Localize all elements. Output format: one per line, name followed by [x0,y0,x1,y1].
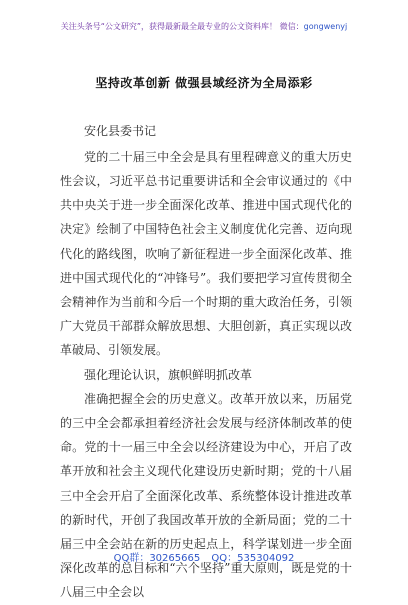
header-promo-text: 关注头条号“公文研究”，获得最新最全最专业的公文资料库！ 微信： [60,22,304,31]
footer-qq-group: QQ群：30265665 [113,553,201,564]
page-header [0,22,408,32]
section-heading: 强化理论认识，旗帜鲜明抓改革 [84,367,253,382]
footer-qq: QQ：535304092 [211,553,295,564]
document-body [60,119,352,605]
paragraph-history: 准确把握全会的历史意义。改革开放以来，历届党的三中全会都承担着经济社会发展与经济体制改革的使命。党的十一届三中全会以经济建设为中心，开启了改革开放和社会主义现代化建设历史新时期；党的十八届三中全会开启了全面深化改革、系统整体设计推进改革的新时代，开创了我国改革开放的全新局面；党的二十届三中全会站在新的历史起点上，科学谋划进一步全面深化改革的总目标和“六个坚持”重大原则，既是党的十八届三中全会以 [60,391,352,600]
author-line: 安化县委书记 [84,124,157,138]
paragraph-intro: 党的二十届三中全会是具有里程碑意义的重大历史性会议，习近平总书记重要讲话和全会审议通过的《中共中央关于进一步全面深化改革、推进中国式现代化的决定》绘制了中国特色社会主义制度优化完善、迈向现代化的路线图，吹响了新征程进一步全面深化改革、推进中国式现代化的“冲锋号”。我们要把学习宣传贯彻全会精神作为当前和今后一个时期的重大政治任务，引领广大党员干部群众解放思想、大胆创新，真正实现以改革破局、引领发展。 [60,149,352,358]
header-wechat-id: gongwenyj [303,22,348,31]
page-footer [0,553,408,565]
document-title: 坚持改革创新 做强县域经济为全局添彩 [95,76,313,90]
